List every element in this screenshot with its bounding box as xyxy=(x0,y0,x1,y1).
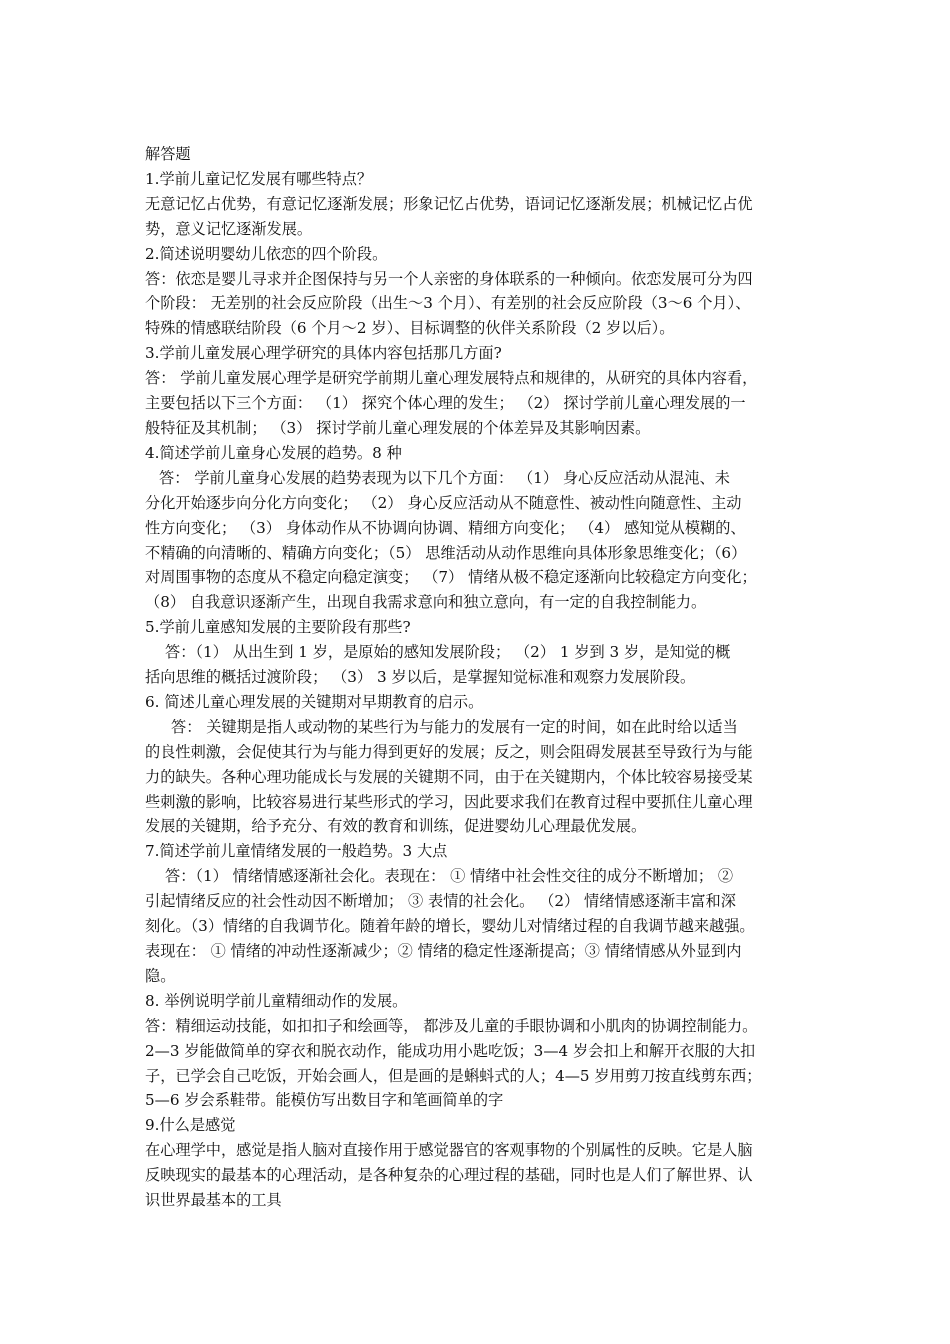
question-4: 4.简述学前儿童身心发展的趋势。8 种 xyxy=(145,443,402,462)
section-heading: 解答题 xyxy=(145,145,191,163)
answer-4-line: 分化开始逐步向分化方向变化； （2） 身心反应活动从不随意性、被动性向随意性、主动 xyxy=(145,493,742,512)
answer-5-line: 答：（1） 从出生到 1 岁，是原始的感知发展阶段； （2） 1 岁到 3 岁，是知觉的概 xyxy=(165,643,731,662)
answer-5-line: 括向思维的概括过渡阶段； （3） 3 岁以后，是掌握知觉标准和观察力发展阶段。 xyxy=(145,668,696,687)
question-6: 6. 简述儿童心理发展的关键期对早期教育的启示。 xyxy=(145,692,484,711)
answer-4-line: 答： 学前儿童身心发展的趋势表现为以下几个方面： （1） 身心反应活动从混沌、未 xyxy=(159,468,730,487)
answer-8-line: 子，已学会自己吃饭，开始会画人，但是画的是蝌蚪式的人；4—5 岁用剪刀按直线剪东西； xyxy=(145,1066,762,1085)
answer-8-line: 5—6 岁会系鞋带。能模仿写出数目字和笔画简单的字 xyxy=(145,1091,504,1110)
question-9: 9.什么是感觉 xyxy=(145,1116,236,1135)
answer-4-line: 不精确的向清晰的、精确方向变化；（5） 思维活动从动作思维向具体形象思维变化；（6） xyxy=(145,543,747,562)
question-1: 1.学前儿童记忆发展有哪些特点？ xyxy=(145,169,373,188)
document-page xyxy=(145,142,811,1213)
answer-7-line: 答：（1） 情绪情感逐渐社会化。表现在： ① 情绪中社会性交往的成分不断增加； ② xyxy=(165,867,734,886)
answer-3-line: 般特征及其机制； （3） 探讨学前儿童心理发展的个体差异及其影响因素。 xyxy=(145,418,651,437)
answer-4-line: 性方向变化； （3） 身体动作从不协调向协调、精细方向变化； （4） 感知觉从模糊的、 xyxy=(145,518,746,537)
answer-2-line: 个阶段： 无差别的社会反应阶段（出生～3 个月）、有差别的社会反应阶段（3～6 个月）、 xyxy=(145,294,751,313)
question-8: 8. 举例说明学前儿童精细动作的发展。 xyxy=(145,991,408,1010)
question-7: 7.简述学前儿童情绪发展的一般趋势。3 大点 xyxy=(145,842,448,861)
answer-9-line: 在心理学中，感觉是指人脑对直接作用于感觉器官的客观事物的个别属性的反映。它是人脑 xyxy=(145,1141,753,1160)
question-5: 5.学前儿童感知发展的主要阶段有那些? xyxy=(145,618,411,637)
answer-4-line: （8） 自我意识逐渐产生，出现自我需求意向和独立意向，有一定的自我控制能力。 xyxy=(145,593,707,612)
answer-1-line: 势，意义记忆逐渐发展。 xyxy=(145,219,313,238)
answer-8-line: 答：精细运动技能，如扣扣子和绘画等， 都涉及儿童的手眼协调和小肌肉的协调控制能力。 xyxy=(145,1016,758,1035)
answer-9-line: 识世界最基本的工具 xyxy=(145,1191,282,1210)
answer-2-line: 答：依恋是婴儿寻求并企图保持与另一个人亲密的身体联系的一种倾向。依恋发展可分为四 xyxy=(145,269,753,288)
answer-7-line: 表现在： ① 情绪的冲动性逐渐减少；② 情绪的稳定性逐渐提高；③ 情绪情感从外显到内 xyxy=(145,942,742,960)
answer-8-line: 2—3 岁能做简单的穿衣和脱衣动作，能成功用小匙吃饭；3—4 岁会扣上和解开衣服的大扣 xyxy=(145,1041,756,1060)
answer-9-line: 反映现实的最基本的心理活动，是各种复杂的心理过程的基础，同时也是人们了解世界、认 xyxy=(145,1166,753,1185)
answer-7-line: 刻化。（3）情绪的自我调节化。随着年龄的增长，婴幼儿对情绪过程的自我调节越来越强。 xyxy=(145,917,755,936)
answer-6-line: 答： 关键期是指人或动物的某些行为与能力的发展有一定的时间，如在此时给以适当 xyxy=(171,717,738,736)
answer-6-line: 的良性刺激，会促使其行为与能力得到更好的发展；反之，则会阻碍发展甚至导致行为与能 xyxy=(145,742,753,761)
answer-1-line: 无意记忆占优势，有意记忆逐渐发展；形象记忆占优势，语词记忆逐渐发展；机械记忆占优 xyxy=(145,194,753,213)
answer-6-line: 些刺激的影响，比较容易进行某些形式的学习，因此要求我们在教育过程中要抓住儿童心理 xyxy=(145,792,753,811)
answer-6-line: 力的缺失。各种心理功能成长与发展的关键期不同，由于在关键期内，个体比较容易接受某 xyxy=(145,767,753,786)
answer-7-line: 引起情绪反应的社会性动因不断增加； ③ 表情的社会化。 （2） 情绪情感逐渐丰富和深 xyxy=(145,892,736,911)
answer-6-line: 发展的关键期，给予充分、有效的教育和训练，促进婴幼儿心理最优发展。 xyxy=(145,817,647,836)
answer-3-line: 答： 学前儿童发展心理学是研究学前期儿童心理发展特点和规律的，从研究的具体内容看， xyxy=(145,369,758,388)
answer-2-line: 特殊的情感联结阶段（6 个月～2 岁）、目标调整的伙伴关系阶段（2 岁以后）。 xyxy=(145,319,675,338)
question-2: 2.简述说明婴幼儿依恋的四个阶段。 xyxy=(145,244,388,263)
answer-3-line: 主要包括以下三个方面： （1） 探究个体心理的发生； （2） 探讨学前儿童心理发展的一 xyxy=(145,394,746,413)
answer-4-line: 对周围事物的态度从不稳定向稳定演变； （7） 情绪从极不稳定逐渐向比较稳定方向变化； xyxy=(145,568,757,587)
answer-7-line: 隐。 xyxy=(145,966,176,985)
question-3: 3.学前儿童发展心理学研究的具体内容包括那几方面? xyxy=(145,344,502,363)
